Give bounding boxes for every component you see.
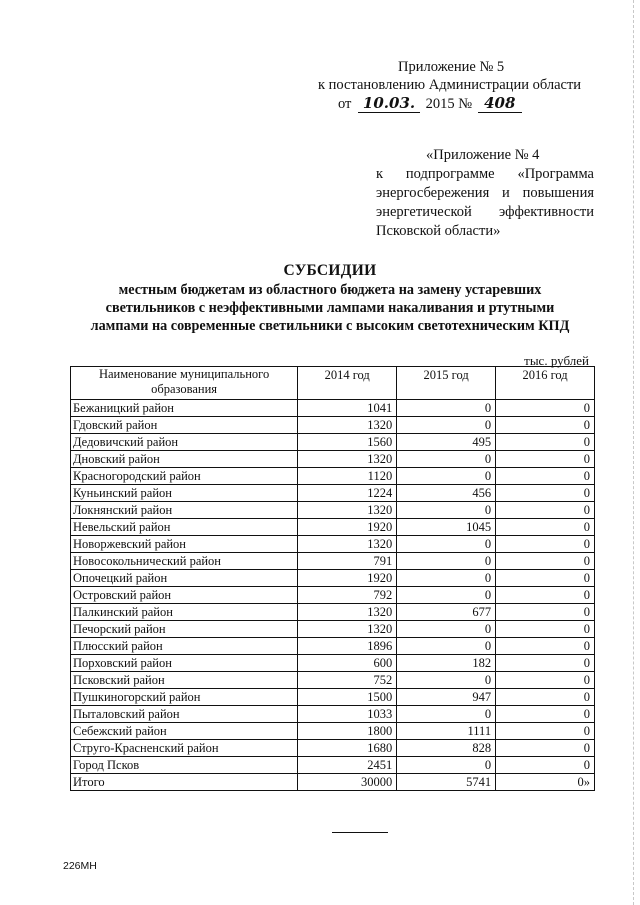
cell-2016: 0 bbox=[496, 434, 595, 451]
appendix-line2: к постановлению Администрации области bbox=[318, 77, 582, 93]
cell-2015: 0 bbox=[397, 706, 496, 723]
cell-2016: 0 bbox=[496, 485, 595, 502]
cell-2015: 495 bbox=[397, 434, 496, 451]
cell-2014: 1224 bbox=[298, 485, 397, 502]
cell-2014: 1920 bbox=[298, 519, 397, 536]
cell-2015: 947 bbox=[397, 689, 496, 706]
cell-2014: 1120 bbox=[298, 468, 397, 485]
header-municipality: Наименование муниципального образования bbox=[71, 367, 298, 400]
appendix-from-label: от bbox=[338, 96, 352, 112]
cell-municipality: Псковский район bbox=[71, 672, 298, 689]
cell-2015: 828 bbox=[397, 740, 496, 757]
cell-municipality: Пыталовский район bbox=[71, 706, 298, 723]
table-row bbox=[71, 706, 595, 723]
cell-2014: 600 bbox=[298, 655, 397, 672]
cell-2014: 1033 bbox=[298, 706, 397, 723]
cell-2015: 456 bbox=[397, 485, 496, 502]
table-row bbox=[71, 587, 595, 604]
cell-municipality: Итого bbox=[71, 774, 298, 791]
cell-2014: 2451 bbox=[298, 757, 397, 774]
table-row bbox=[71, 604, 595, 621]
cell-2015: 0 bbox=[397, 468, 496, 485]
cell-2014: 791 bbox=[298, 553, 397, 570]
cell-2015: 0 bbox=[397, 587, 496, 604]
cell-municipality: Невельский район bbox=[71, 519, 298, 536]
cell-2014: 792 bbox=[298, 587, 397, 604]
cell-2016: 0 bbox=[496, 604, 595, 621]
cell-2014: 1800 bbox=[298, 723, 397, 740]
units-label: тыс. рублей bbox=[524, 353, 589, 368]
cell-2015: 0 bbox=[397, 451, 496, 468]
page-edge-line bbox=[633, 0, 635, 905]
cell-2016: 0 bbox=[496, 468, 595, 485]
cell-2015: 0 bbox=[397, 400, 496, 417]
cell-2015: 0 bbox=[397, 502, 496, 519]
cell-2016: 0 bbox=[496, 621, 595, 638]
cell-2014: 1320 bbox=[298, 451, 397, 468]
cell-2016: 0 bbox=[496, 417, 595, 434]
subtitle-line: лампами на современные светильники с высоким светотехническим КПД bbox=[90, 318, 570, 334]
cell-2015: 1045 bbox=[397, 519, 496, 536]
table-row bbox=[71, 655, 595, 672]
table-row bbox=[71, 570, 595, 587]
cell-2016: 0 bbox=[496, 536, 595, 553]
quoted-appendix-title: «Приложение № 4 bbox=[426, 147, 540, 163]
subtitle-line: местным бюджетам из областного бюджета на замену устаревших bbox=[118, 282, 542, 298]
cell-2016: 0 bbox=[496, 519, 595, 536]
cell-municipality: Локнянский район bbox=[71, 502, 298, 519]
cell-2016: 0 bbox=[496, 553, 595, 570]
header-2016: 2016 год bbox=[496, 367, 595, 400]
table-row bbox=[71, 451, 595, 468]
cell-2016: 0 bbox=[496, 757, 595, 774]
appendix-block bbox=[318, 58, 590, 113]
cell-2015: 1111 bbox=[397, 723, 496, 740]
quoted-appendix-line: энергетической эффективности bbox=[376, 204, 594, 220]
subtitle-line: светильников с неэффективными лампами накаливания и ртутными bbox=[105, 300, 555, 316]
quoted-appendix-last: Псковской области» bbox=[376, 223, 501, 239]
cell-2014: 1500 bbox=[298, 689, 397, 706]
appendix-line3 bbox=[318, 94, 590, 113]
cell-2015: 0 bbox=[397, 621, 496, 638]
cell-2015: 0 bbox=[397, 672, 496, 689]
cell-municipality: Опочецкий район bbox=[71, 570, 298, 587]
cell-municipality: Дедовичский район bbox=[71, 434, 298, 451]
cell-municipality: Печорский район bbox=[71, 621, 298, 638]
cell-2014: 1560 bbox=[298, 434, 397, 451]
header-2015: 2015 год bbox=[397, 367, 496, 400]
table-body bbox=[71, 400, 595, 791]
cell-2016: 0» bbox=[496, 774, 595, 791]
quoted-appendix-line: энергосбережения и повышения bbox=[376, 185, 594, 201]
cell-municipality: Островский район bbox=[71, 587, 298, 604]
cell-municipality: Новоржевский район bbox=[71, 536, 298, 553]
cell-2016: 0 bbox=[496, 587, 595, 604]
cell-2015: 0 bbox=[397, 417, 496, 434]
cell-municipality: Бежаницкий район bbox=[71, 400, 298, 417]
table-row bbox=[71, 400, 595, 417]
cell-municipality: Струго-Красненский район bbox=[71, 740, 298, 757]
cell-2016: 0 bbox=[496, 638, 595, 655]
table-row bbox=[71, 468, 595, 485]
handwritten-number: 408 bbox=[478, 94, 522, 113]
table-row bbox=[71, 740, 595, 757]
cell-2016: 0 bbox=[496, 672, 595, 689]
cell-municipality: Порховский район bbox=[71, 655, 298, 672]
table-row bbox=[71, 723, 595, 740]
cell-municipality: Плюсский район bbox=[71, 638, 298, 655]
cell-2016: 0 bbox=[496, 706, 595, 723]
table-row bbox=[71, 774, 595, 791]
cell-2016: 0 bbox=[496, 655, 595, 672]
cell-2014: 1320 bbox=[298, 621, 397, 638]
table-row bbox=[71, 689, 595, 706]
cell-2015: 182 bbox=[397, 655, 496, 672]
cell-municipality: Красногородский район bbox=[71, 468, 298, 485]
table-row bbox=[71, 434, 595, 451]
table-row bbox=[71, 672, 595, 689]
document-subtitle bbox=[40, 281, 620, 335]
cell-2016: 0 bbox=[496, 740, 595, 757]
cell-2014: 1920 bbox=[298, 570, 397, 587]
quoted-appendix-line: к подпрограмме «Программа bbox=[376, 166, 594, 182]
table-row bbox=[71, 536, 595, 553]
cell-2014: 1320 bbox=[298, 536, 397, 553]
handwritten-date: 10.03. bbox=[358, 94, 420, 113]
table-row bbox=[71, 519, 595, 536]
cell-2016: 0 bbox=[496, 570, 595, 587]
table-row bbox=[71, 621, 595, 638]
cell-municipality: Новосокольнический район bbox=[71, 553, 298, 570]
cell-2016: 0 bbox=[496, 723, 595, 740]
cell-2015: 0 bbox=[397, 638, 496, 655]
document-title: СУБСИДИИ bbox=[283, 262, 377, 279]
subsidies-table bbox=[70, 366, 595, 791]
cell-municipality: Куньинский район bbox=[71, 485, 298, 502]
cell-2014: 1680 bbox=[298, 740, 397, 757]
appendix-year-label: 2015 № bbox=[425, 96, 473, 112]
cell-2015: 0 bbox=[397, 553, 496, 570]
cell-2016: 0 bbox=[496, 502, 595, 519]
appendix-line1: Приложение № 5 bbox=[398, 59, 505, 75]
cell-municipality: Пушкиногорский район bbox=[71, 689, 298, 706]
quoted-appendix-block bbox=[376, 146, 594, 241]
table-row bbox=[71, 417, 595, 434]
cell-2015: 0 bbox=[397, 757, 496, 774]
header-2014: 2014 год bbox=[298, 367, 397, 400]
cell-municipality: Дновский район bbox=[71, 451, 298, 468]
cell-municipality: Город Псков bbox=[71, 757, 298, 774]
cell-2014: 30000 bbox=[298, 774, 397, 791]
cell-2014: 1320 bbox=[298, 502, 397, 519]
cell-municipality: Палкинский район bbox=[71, 604, 298, 621]
cell-2016: 0 bbox=[496, 689, 595, 706]
cell-2015: 0 bbox=[397, 536, 496, 553]
end-rule bbox=[332, 832, 388, 833]
cell-2014: 1041 bbox=[298, 400, 397, 417]
table-row bbox=[71, 553, 595, 570]
cell-2015: 677 bbox=[397, 604, 496, 621]
cell-2014: 1320 bbox=[298, 417, 397, 434]
cell-municipality: Гдовский район bbox=[71, 417, 298, 434]
table-row bbox=[71, 502, 595, 519]
cell-2015: 5741 bbox=[397, 774, 496, 791]
table-row bbox=[71, 757, 595, 774]
footer-code: 226МН bbox=[63, 860, 97, 872]
cell-2014: 1320 bbox=[298, 604, 397, 621]
cell-2016: 0 bbox=[496, 400, 595, 417]
cell-2015: 0 bbox=[397, 570, 496, 587]
cell-municipality: Себежский район bbox=[71, 723, 298, 740]
table-row bbox=[71, 638, 595, 655]
table-header-row bbox=[71, 367, 595, 400]
table-row bbox=[71, 485, 595, 502]
cell-2016: 0 bbox=[496, 451, 595, 468]
cell-2014: 752 bbox=[298, 672, 397, 689]
cell-2014: 1896 bbox=[298, 638, 397, 655]
